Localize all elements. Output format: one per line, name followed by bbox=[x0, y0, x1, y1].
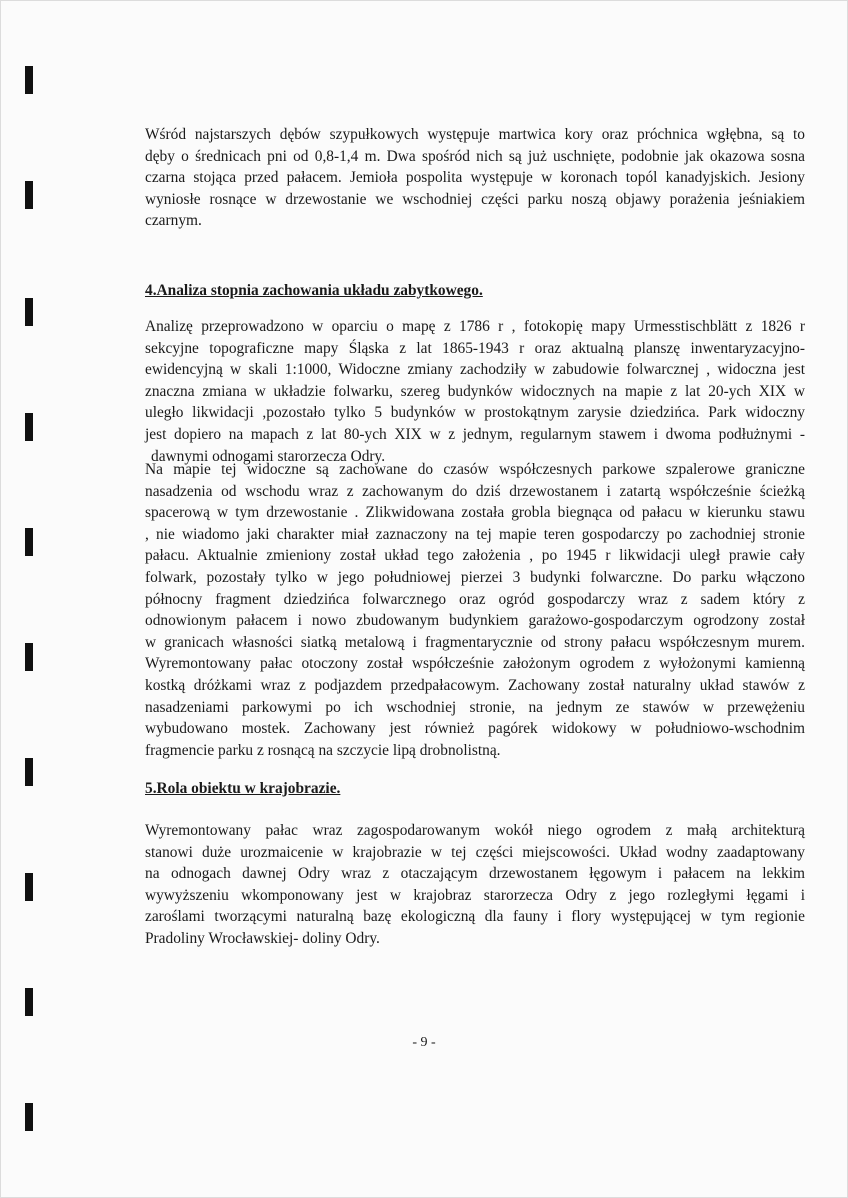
text-line: dęby o średnicach pni od 0,8-1,4 m. Dwa spośród nich są już uschnięte, podobnie jak okazowa sosna bbox=[145, 147, 805, 165]
paragraph-map-analysis bbox=[145, 316, 805, 467]
text-line: spacerową w tym drzewostanie . Zlikwidowana została grobla biegnąca od pałacu w kierunku stawu bbox=[145, 504, 805, 522]
binding-mark bbox=[25, 643, 33, 671]
paragraph-preserved-elements bbox=[145, 459, 805, 761]
text-line: czarna stojąca przed pałacem. Jemioła pospolita występuje w koronach topól kanadyjskich. Jesiony bbox=[145, 169, 805, 187]
section-heading-4: 4.Analiza stopnia zachowania układu zabytkowego. bbox=[145, 282, 483, 299]
text-line: ewidencyjną w skali 1:1000, Widoczne zmiany zachodziły w zabudowie folwarcznej , widoczna jest bbox=[145, 361, 805, 379]
text-line: dawnymi odnogami starorzecza Odry. bbox=[151, 447, 386, 465]
text-line: Analizę przeprowadzono w oparciu o mapę z 1786 r , fotokopię mapy Urmesstischblätt z 1826 r bbox=[145, 318, 805, 335]
text-line: wywyższeniu wkomponowany jest w krajobraz starorzecza Odry z jego rozległymi łęgami i bbox=[145, 886, 805, 904]
text-line: , nie wiadomo jaki charakter miał zaznaczony na tej mapie teren gospodarczy po zachodniej stronie bbox=[145, 525, 805, 543]
page-number: - 9 - bbox=[412, 1035, 436, 1050]
binding-mark bbox=[25, 413, 33, 441]
text-line: kostką dróżkami wraz z podjazdem przedpałacowym. Zachowany został naturalny układ stawów z bbox=[145, 676, 805, 694]
text-line: Wśród najstarszych dębów szypułkowych występuje martwica kory oraz próchnica wgłębna, są to bbox=[145, 126, 805, 143]
paragraph-landscape-role bbox=[145, 820, 805, 950]
text-line: stanowi duże urozmaicenie w krajobrazie w tej części miejscowości. Układ wodny zaadaptowany bbox=[145, 843, 805, 861]
text-line: folwark, pozostały tylko w jego południowej pierzei 3 budynki folwarczne. Do parku włączono bbox=[145, 568, 805, 586]
text-line: jest dopiero na mapach z lat 80-ych XIX w z jednym, regularnym stawem i dwoma podłużnymi - bbox=[145, 425, 805, 443]
binding-mark bbox=[25, 181, 33, 209]
text-line: Pradoliny Wrocławskiej- doliny Odry. bbox=[145, 929, 380, 947]
text-line: pałacu. Aktualnie zmieniony został układ tego założenia , po 1945 r likwidacji uległ prawie cały bbox=[145, 547, 805, 565]
text-line: wyniosłe rosnące w drzewostanie we wschodniej części parku noszą objawy porażenia jeśniakiem bbox=[145, 190, 805, 208]
binding-mark bbox=[25, 66, 33, 94]
paragraph-text bbox=[145, 459, 805, 761]
text-line: zaroślami tworzącymi naturalną bazę ekologiczną dla fauny i flory występującej w tym regionie bbox=[145, 908, 805, 926]
text-line: uległo likwidacji ,pozostało tylko 5 budynków w prostokątnym zarysie dziedzińca. Park widoczny bbox=[145, 404, 805, 422]
text-line: Na mapie tej widoczne są zachowane do czasów współczesnych parkowe szpalerowe graniczne bbox=[145, 461, 805, 478]
text-line: nasadzeniami parkowymi po ich wschodniej stronie, na jednym ze stawów w przewężeniu bbox=[145, 698, 805, 716]
text-line: odnowionym pałacem i nowo zbudowanym budynkiem garażowo-gospodarczym ogrodzony został bbox=[145, 612, 805, 630]
binding-mark bbox=[25, 758, 33, 786]
text-line: wybudowano mostek. Zachowany jest również pagórek widokowy w południowo-wschodnim bbox=[145, 720, 805, 738]
section-heading-5: 5.Rola obiektu w krajobrazie. bbox=[145, 780, 341, 797]
text-line: czarnym. bbox=[145, 212, 202, 230]
text-line: nasadzenia od wschodu wraz z zachowanym do dziś drzewostanem i zatartą współcześnie ścieżką bbox=[145, 482, 805, 500]
binding-mark bbox=[25, 1103, 33, 1131]
text-line: znaczna zmiana w układzie folwarku, szereg budynków widocznych na mapie z lat 20-ych XIX w bbox=[145, 382, 805, 400]
text-line: Wyremontowany pałac otoczony został współcześnie założonym ogrodem z wyłożonymi kamienną bbox=[145, 655, 805, 673]
binding-mark bbox=[25, 298, 33, 326]
text-line: Wyremontowany pałac wraz zagospodarowanym wokół niego ogrodem z małą architekturą bbox=[145, 822, 805, 839]
binding-mark bbox=[25, 873, 33, 901]
text-line: północny fragment dziedzińca folwarcznego oraz ogród gospodarczy wraz z sadem który z bbox=[145, 590, 805, 608]
text-line: w granicach własności siatką metalową i fragmentarycznie od strony pałacu współczesnym murem. bbox=[145, 633, 805, 651]
paragraph-oak-condition bbox=[145, 124, 805, 232]
binding-mark bbox=[25, 988, 33, 1016]
paragraph-text bbox=[145, 820, 805, 950]
text-line: fragmencie parku z rosnącą na szczycie lipą drobnolistną. bbox=[145, 741, 501, 759]
text-line: sekcyjne topograficzne mapy Śląska z lat 1865-1943 r oraz aktualną planszę inwentaryzacyjno- bbox=[145, 339, 805, 357]
paragraph-text bbox=[145, 124, 805, 232]
text-line: na odnogach dawnej Odry wraz z otaczającym drzewostanem łęgowym i pałacem na lekkim bbox=[145, 865, 805, 883]
binding-mark bbox=[25, 528, 33, 556]
paragraph-text bbox=[145, 316, 805, 467]
